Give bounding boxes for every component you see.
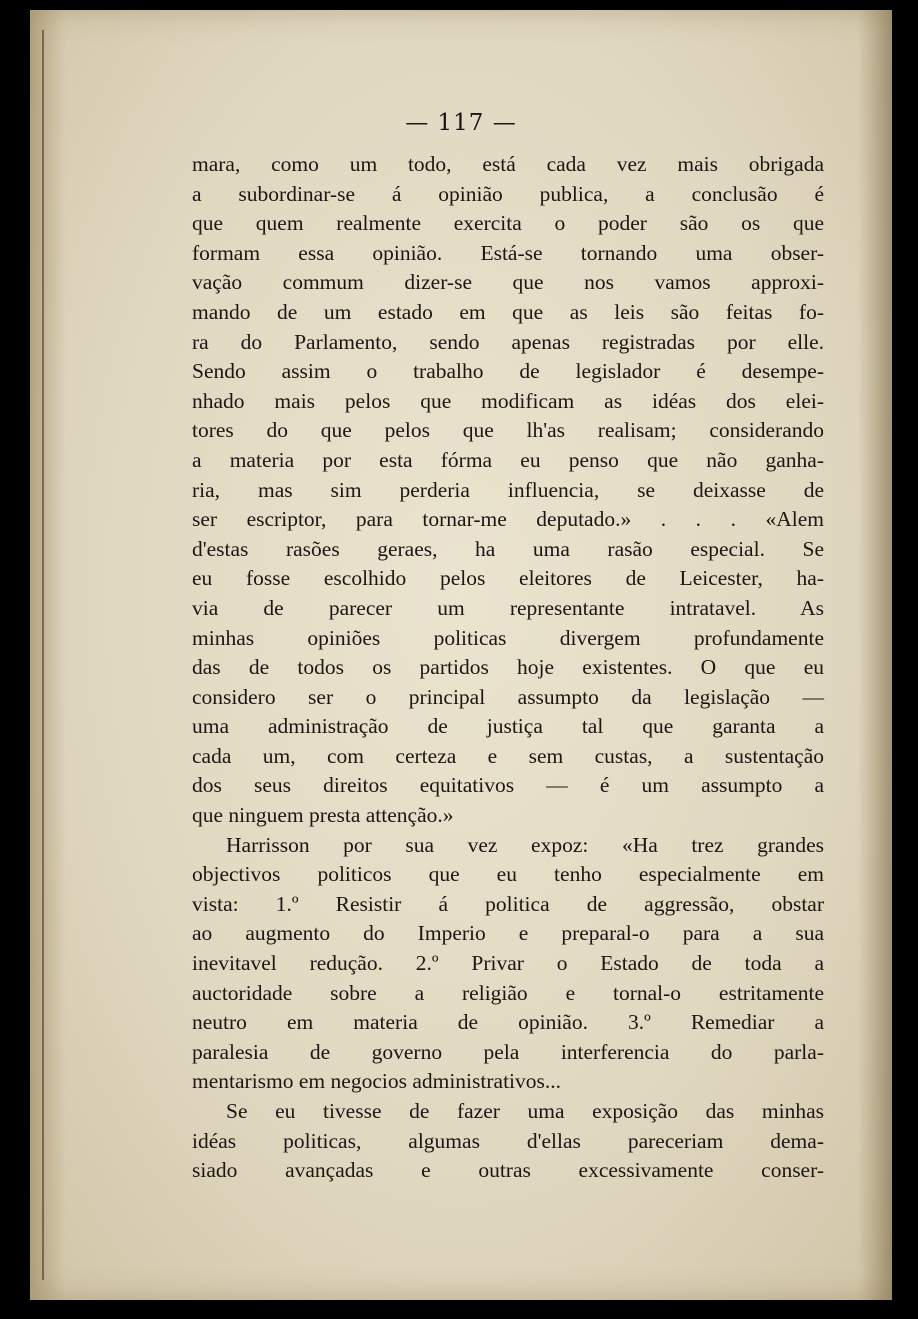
text-line: vista: 1.º Resistir á politica de aggressão, obstar <box>192 891 824 916</box>
page-number: — 117 — <box>405 110 517 136</box>
text-line: idéas politicas, algumas d'ellas pareceriam dema- <box>192 1128 824 1153</box>
text-line: via de parecer um representante intratavel. As <box>192 595 824 620</box>
text-line: Harrisson por sua vez expoz: «Ha trez grandes <box>226 832 824 857</box>
text-line: das de todos os partidos hoje existentes. O que eu <box>192 655 824 680</box>
text-line: dos seus direitos equitativos — é um assumpto a <box>192 773 824 798</box>
text-line: eu fosse escolhido pelos eleitores de Leicester, ha- <box>192 566 824 591</box>
text-line: ria, mas sim perderia influencia, se deixasse de <box>192 477 824 502</box>
text-line: mentarismo em negocios administrativos... <box>192 1069 562 1094</box>
text-line: ser escriptor, para tornar-me deputado.» . . . «Alem <box>192 507 824 532</box>
text-line: vação commum dizer-se que nos vamos approxi- <box>192 270 824 295</box>
text-line: ra do Parlamento, sendo apenas registradas por elle. <box>192 329 824 354</box>
text-line: tores do que pelos que lh'as realisam; considerando <box>192 418 824 443</box>
text-line: inevitavel redução. 2.º Privar o Estado de toda a <box>192 951 824 976</box>
text-line: Sendo assim o trabalho de legislador é desempe- <box>192 359 824 384</box>
text-line: ao augmento do Imperio e preparal-o para a sua <box>192 921 824 946</box>
text-line: que quem realmente exercita o poder são os que <box>192 211 824 236</box>
page-binding-shadow <box>30 10 66 1300</box>
text-line: mando de um estado em que as leis são feitas fo- <box>192 299 824 324</box>
book-page <box>30 10 892 1300</box>
text-line: que ninguem presta attenção.» <box>192 803 454 828</box>
text-line: a subordinar-se á opinião publica, a conclusão é <box>192 181 824 206</box>
text-line: a materia por esta fórma eu penso que não ganha- <box>192 447 824 472</box>
text-line: objectivos politicos que eu tenho especialmente em <box>192 862 824 887</box>
text-line: considero ser o principal assumpto da legislação — <box>192 684 824 709</box>
text-line: siado avançadas e outras excessivamente conser- <box>192 1158 824 1183</box>
text-line: mara, como um todo, está cada vez mais obrigada <box>192 152 824 176</box>
text-line: neutro em materia de opinião. 3.º Remediar a <box>192 1010 824 1035</box>
text-line: uma administração de justiça tal que garanta a <box>192 714 824 739</box>
text-line: d'estas rasões geraes, ha uma rasão especial. Se <box>192 536 824 561</box>
binding-edge <box>42 30 44 1280</box>
text-line: Se eu tivesse de fazer uma exposição das minhas <box>226 1099 824 1123</box>
text-line: cada um, com certeza e sem custas, a sustentação <box>192 743 824 768</box>
text-line: auctoridade sobre a religião e tornal-o estritamente <box>192 980 824 1005</box>
page-edge-shadow <box>858 10 892 1300</box>
text-line: formam essa opinião. Está-se tornando uma obser- <box>192 240 824 265</box>
text-line: nhado mais pelos que modificam as idéas dos elei- <box>192 388 824 413</box>
text-line: paralesia de governo pela interferencia do parla- <box>192 1039 824 1064</box>
body-text <box>192 150 824 1186</box>
text-line: minhas opiniões politicas divergem profundamente <box>192 625 824 650</box>
